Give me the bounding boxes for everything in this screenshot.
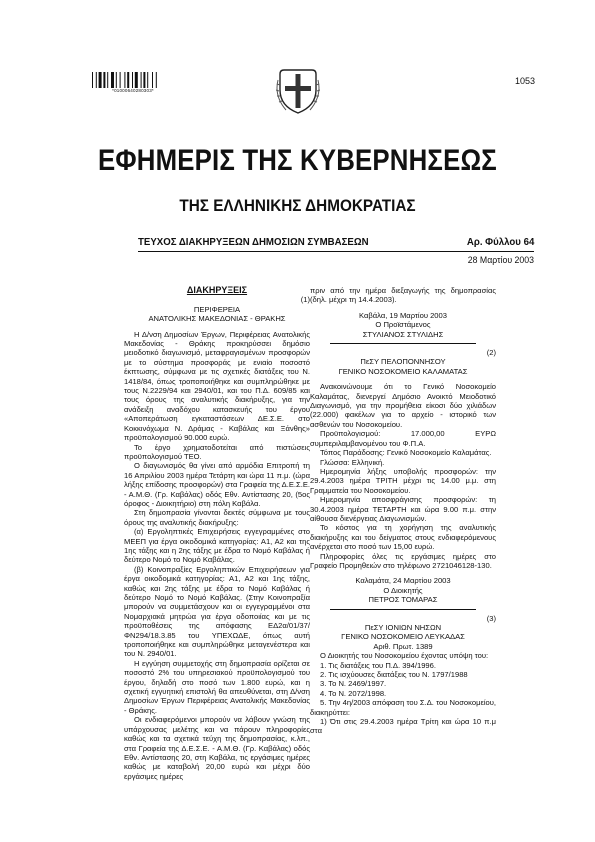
list-item: 2. Τις ισχύουσες διατάξεις του Ν. 1797/1988 xyxy=(320,670,468,680)
page-number: 1053 xyxy=(514,76,535,86)
right-column xyxy=(310,286,496,736)
paragraph: (β) Κοινοπραξίες Εργοληπτικών Επιχειρήσεων για έργα οικοδομικά κατηγορίας: Α1, Α2 και 1ης τάξης, καθώς και 2ης τάξης με έδρα το Νομό Καβάλας ή δεύτερο Νομό το Νομό Καβάλας. (Στην Κοινοπραξία μπορούν να συμμετάσχουν και οι εγγεγραμμένοι στα Νομαρχιακά μητρώα για έργα οδοποιίας και με τις προϋποθέσεις της απόφασης ΕΔ2α/01/37/ΦΝ294/18.3.85 του ΥΠΕΧΩΔΕ, όπως αυτή τροποποιήθηκε και συμπληρώθηκε μεταγενέστερα και του Ν. 2940/01. xyxy=(124,564,310,659)
paragraph: Στη δημοπρασία γίνονται δεκτές σύμφωνα με τους όρους της αναλυτικής διακήρυξης: xyxy=(124,508,310,527)
notice-number: (1) xyxy=(300,295,310,305)
protocol-number: Αριθ. Πρωτ. 1389 xyxy=(373,641,433,651)
organization-name: ΠεΣΥ ΠΕΛΟΠΟΝΝΗΣΟΥ xyxy=(360,357,446,367)
paragraph: Τόπος Παράδοσης: Γενικό Νοσοκομείο Καλαμάτας. xyxy=(320,448,492,458)
signatory-name: ΠΕΤΡΟΣ ΤΟΜΑΡΑΣ xyxy=(368,595,438,605)
paragraph: Ο Διοικητής του Νοσοκομείου έχοντας υπόψη του: xyxy=(320,651,489,661)
greek-coat-of-arms-emblem xyxy=(276,66,320,116)
notice-number: (3) xyxy=(486,613,496,623)
place-date: Καβάλα, 19 Μαρτίου 2003 xyxy=(359,310,447,320)
notice-number: (2) xyxy=(486,348,496,358)
left-column xyxy=(124,286,310,781)
paragraph: Οι ενδιαφερόμενοι μπορούν να λάβουν γνώση της υπάρχουσας μελέτης και να πάρουν πληροφορίες καθώς και τα σχετικά τεύχη της δημοπρασίας, κ.λπ., στα Γραφεία της Δ.Ε.Σ.Ε. - Α.Μ.Θ. (Γρ. Καβάλας) οδός Εθν. Αντίστασης 20, στη Καβάλα, τις εργάσιμες ημέρες καθώς με καταβολή 20,00 ευρώ και μέχρι δύο εργάσιμες ημέρες xyxy=(124,715,310,781)
issue-date: 28 Μαρτίου 2003 xyxy=(467,255,534,266)
list-item: 5. Την 4η/2003 απόφαση του Σ.Δ. του Νοσοκομείου, διακηρύττει: xyxy=(310,698,496,717)
sheet-number: Αρ. Φύλλου 64 xyxy=(466,236,534,248)
paragraph: Ημερομηνία λήξης υποβολής προσφορών: την 29.4.2003 ημέρα ΤΡΙΤΗ μέχρι τις 14.00 μ.μ. στη Γραμματεία του Νοσοκομείου. xyxy=(310,466,496,495)
paragraph: Η εγγύηση συμμετοχής στη δημοπρασία ορίζεται σε ποσοστό 2% του υπηρεσιακού προϋπολογισμού του έργου, δηλαδή στο ποσό των 1.800 ευρώ, και η σχετική εγγυητική επιστολή θα απευθύνεται, στη Δ/νση Δημοσίων Έργων Περιφέρειας Ανατολικής Μακεδονίας - Θράκης. xyxy=(124,658,310,715)
signatory-name: ΣΤΥΛΙΑΝΟΣ ΣΤΥΛΙΔΗΣ xyxy=(362,329,444,339)
organization-name: ΠεΣΥ ΙΟΝΙΩΝ ΝΗΣΩΝ xyxy=(364,623,442,632)
organization-name: ΠΕΡΙΦΕΡΕΙΑ xyxy=(193,304,241,314)
issue-type: ΤΕΥΧΟΣ ΔΙΑΚΗΡΥΞΕΩΝ ΔΗΜΟΣΙΩΝ ΣΥΜΒΑΣΕΩΝ xyxy=(138,236,369,248)
paragraph: Ανακοινώνουμε ότι το Γενικό Νοσοκομείο Καλαμάτας, διενεργεί Δημόσιο Ανοικτό Μειοδοτικό Διαγωνισμό, για την προμήθεια είκοσι δύο χιλιάδων (22.000) φακέλων για το αρχείο - ιστορικό των ασθενών του Νοσοκομείου. xyxy=(310,382,496,429)
paragraph: Το κόστος για τη χορήγηση της αναλυτικής διακήρυξης και του δείγματος στους ενδιαφερόμενους ανέρχεται στο ποσό των 15,00 ευρώ. xyxy=(310,523,496,552)
paragraph: Η Δ/νση Δημοσίων Έργων, Περιφέρειας Ανατολικής Μακεδονίας - Θράκης προκηρύσσει δημόσιο μειοδοτικό διαγωνισμό, μεταφραγισμένων προσφορών με το σύστημα προσφοράς με ενιαίο ποσοστό έκπτωσης, σύμφωνα με τις σχετικές διατάξεις του Ν. 1418/84, όπως τροποποιήθηκε και συμπληρώθηκε με τους Ν.2229/94 και 2940/01, και του Π.Δ. 609/85 και τους όρους της αναλυτικής διακήρυξης, για την ανάδειξη αναδόχου κατασκευής του έργου «Αποπεράτωση εγκαταστάσεων ΔΕ.Σ.Ε. στο Κοκκινόχωμα Ν. Δράμας - Καβάλας και Ξάνθης» προϋπολογισμού 90.000 ευρώ. xyxy=(124,329,310,443)
barcode-number: *01000640280303* xyxy=(112,88,154,93)
place-date: Καλαμάτα, 24 Μαρτίου 2003 xyxy=(355,576,451,586)
organization-name: ΓΕΝΙΚΟ ΝΟΣΟΚΟΜΕΙΟ ΚΑΛΑΜΑΤΑΣ xyxy=(338,366,468,376)
list-item: 1) Ότι στις 29.4.2003 ημέρα Τρίτη και ώρα 10 π.μ στα xyxy=(310,717,496,736)
organization-name: ΑΝΑΤΟΛΙΚΗΣ ΜΑΚΕΔΟΝΙΑΣ - ΘΡΑΚΗΣ xyxy=(148,314,286,324)
paragraph: Το έργο χρηματοδοτείται από πιστώσεις προϋπολογισμού ΤΕΟ. xyxy=(124,442,310,461)
paragraph: Ημερομηνία αποσφράγισης προσφορών: τη 30.4.2003 ημέρα ΤΕΤΑΡΤΗ και ώρα 9.00 π.μ. στην αίθουσα διενέργειας Διαγωνισμών. xyxy=(310,495,496,523)
paragraph: Ο διαγωνισμός θα γίνει από αρμόδια Επιτροπή τη 16 Απριλίου 2003 ημέρα Τετάρτη και ώρα 11 π.μ. (ώρα λήξης επίδοσης προσφορών) στα Γραφεία της Δ.Ε.Σ.Ε. - Α.Μ.Θ. (Γρ. Καβάλας) οδός Εθν. Αντίστασης 20, (5ος όροφος - Διοικητήριο) στη πόλη Καβάλα. xyxy=(124,461,310,508)
barcode xyxy=(92,72,174,88)
organization-name: ΓΕΝΙΚΟ ΝΟΣΟΚΟΜΕΙΟ ΛΕΥΚΑΔΑΣ xyxy=(341,632,465,642)
paragraph: Γλώσσα: Ελληνική. xyxy=(320,457,385,467)
paragraph: (α) Εργοληπτικές Επιχειρήσεις εγγεγραμμένες στο ΜΕΕΠ για έργα οικοδομικά κατηγορίας: Α1, Α2 και της 1ης τάξης και η 2ης τάξης με έδρα το Νομό Καβάλας ή δεύτερο Νομό το Νομό Καβάλας. xyxy=(124,527,310,565)
signatory-title: Ο Προϊστάμενος xyxy=(375,320,431,330)
list-item: 3. Το Ν. 2469/1997. xyxy=(320,679,387,689)
gazette-title: ΕΦΗΜΕΡΙΣ ΤΗΣ ΚΥΒΕΡΝΗΣΕΩΣ xyxy=(98,144,497,177)
gazette-subtitle: ΤΗΣ ΕΛΛΗΝΙΚΗΣ ΔΗΜΟΚΡΑΤΙΑΣ xyxy=(179,196,416,215)
separator xyxy=(330,343,476,344)
paragraph: πριν από την ημέρα διεξαγωγής της δημοπρασίας (δηλ. μέχρι τη 14.4.2003). xyxy=(310,286,496,305)
section-heading: ΔΙΑΚΗΡΥΞΕΙΣ xyxy=(186,285,248,295)
list-item: 4. Το Ν. 2072/1998. xyxy=(320,688,387,698)
separator xyxy=(330,609,476,610)
signatory-title: Ο Διοικητής xyxy=(383,585,423,595)
list-item: 1. Τις διατάξεις του Π.Δ. 394/1996. xyxy=(320,660,436,670)
paragraph: Προϋπολογισμού: 17.000,00 ΕΥΡΩ συμπεριλαμβανομένου του Φ.Π.Α. xyxy=(310,429,496,448)
header-rule xyxy=(138,251,534,252)
paragraph: Πληροφορίες όλες τις εργάσιμες ημέρες στο Γραφείο Προμηθειών στο τηλέφωνο 2721046128-130. xyxy=(310,551,496,570)
